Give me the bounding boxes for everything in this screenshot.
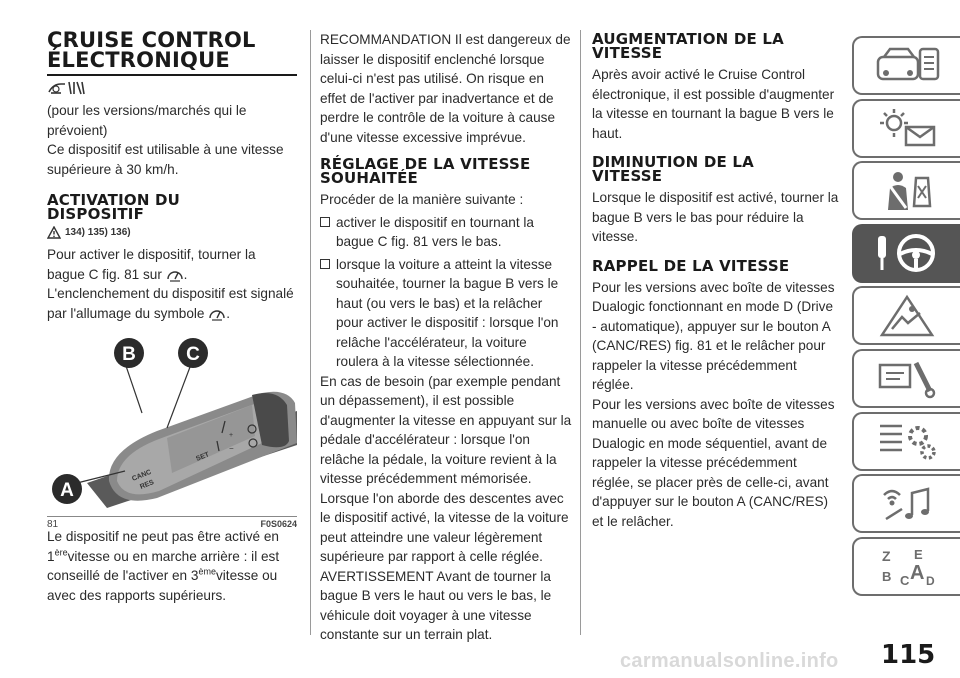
- rappel-dualogic-text: Pour les versions avec boîte de vitesses Dualogic fonctionnant en mode D (Drive - automatique), appuyer sur le bouton A (CANC/RES) fig. 81 et le relâcher pour rappeler la vitesse précédemment réglée.: [592, 279, 835, 392]
- cruise-control-symbol-icon: [208, 307, 226, 321]
- maintenance-tools-icon: [872, 355, 942, 401]
- tab-specifications[interactable]: [852, 412, 960, 471]
- column-2: [320, 30, 572, 645]
- tab-warning-lights[interactable]: [852, 99, 960, 158]
- cruise-control-symbol-icon: [166, 268, 184, 282]
- activation-indicator-text: L'enclenchement du dispositif est signalé par l'allumage du symbole .: [47, 286, 294, 321]
- chapter-tabs: [852, 36, 960, 599]
- specs-gears-icon: [872, 418, 942, 464]
- activation-instruction: Pour activer le dispositif, tourner la bague C fig. 81 sur .: [47, 247, 256, 282]
- road-emergency-icon: [872, 293, 942, 339]
- tab-multimedia[interactable]: [852, 474, 960, 533]
- svg-text:A: A: [910, 562, 925, 585]
- figure-caption: [47, 516, 297, 530]
- rappel-heading: RAPPEL DE LA VITESSE: [592, 256, 790, 275]
- rappel-manual-text: Pour les versions avec boîte de vitesses manuelle ou avec boîte de vitesses Dualogic en mode séquentiel, avant de rappeler la vitesse précédemment réglée, se placer près de celle-ci, avant d'appuyer sur le bouton A (CANC/RES) et le relâcher.: [592, 396, 835, 529]
- label-c: C: [186, 344, 200, 365]
- tab-maintenance[interactable]: [852, 349, 960, 408]
- reglage-heading: RÉGLAGE DE LA VITESSE SOUHAITÉE: [320, 155, 531, 187]
- label-b: B: [122, 344, 136, 365]
- svg-text:Z: Z: [882, 548, 891, 565]
- cruise-control-stalk-figure: [47, 333, 297, 530]
- figure-code: F0S0624: [260, 519, 297, 529]
- page-number: 115: [881, 640, 936, 670]
- stalk-label-res: RES: [139, 478, 156, 491]
- tab-index[interactable]: [852, 537, 960, 596]
- speed-requirement-text: Ce dispositif est utilisable à une vitesse supérieure à 30 km/h.: [47, 142, 284, 177]
- column-divider: [310, 30, 311, 635]
- augmentation-text: Après avoir activé le Cruise Control électronique, il est possible d'augmenter la vitesse en tournant la bague B vers le haut.: [592, 67, 835, 141]
- augmentation-heading: AUGMENTATION DE LA VITESSE: [592, 30, 784, 62]
- label-a: A: [60, 480, 74, 501]
- bullet-item: lorsque la voiture a atteint la vitesse souhaitée, tourner la bague B vers le haut (ou vers le bas) et la relâcher pour activer le dispositif : lorsque l'on relâche l'accélérateur, la voiture roulera à la vitesse sélectionnée.: [320, 255, 572, 372]
- svg-text:B: B: [882, 569, 892, 585]
- descent-text: Lorsque l'on aborde des descentes avec le dispositif activé, la vitesse de la voiture peut atteindre une valeur légèrement supérieure par rapport à celle réglée.: [320, 490, 569, 564]
- steering-wheel-key-icon: [872, 230, 942, 276]
- car-dashboard-icon: [872, 43, 942, 89]
- checkbox-bullet-icon: [320, 217, 330, 227]
- warning-text: AVERTISSEMENT Avant de tourner la bague B vers le haut ou vers le bas, le véhicule doit voyager à une vitesse constante sur un terrain plat.: [320, 568, 552, 642]
- tab-dashboard[interactable]: [852, 36, 960, 95]
- checkbox-bullet-icon: [320, 259, 330, 269]
- overtaking-text: En cas de besoin (par exemple pendant un dépassement), il est possible d'augmenter la vitesse en appuyant sur la pédale d'accélérateur : lorsque l'on relâche la pédale, la voiture revient à la vitesse précédemment mémorisée.: [320, 373, 572, 486]
- svg-text:C: C: [900, 573, 910, 589]
- column-1: [47, 30, 297, 605]
- figure-number: 81: [47, 519, 59, 530]
- stalk-label-set: SET: [195, 451, 211, 463]
- intro-text: (pour les versions/marchés qui le prévoient): [47, 103, 247, 138]
- warning-triangle-icon: [47, 226, 61, 239]
- diminution-text: Lorsque le dispositif est activé, tourner la bague B vers le bas pour réduire la vitesse.: [592, 190, 839, 244]
- seatbelt-airbag-icon: [872, 168, 942, 214]
- activation-heading: ACTIVATION DU DISPOSITIF: [47, 191, 181, 223]
- diminution-heading: DIMINUTION DE LA VITESSE: [592, 153, 754, 185]
- svg-text:−: −: [229, 444, 234, 453]
- gear-note: Le dispositif ne peut pas être activé en 1èrevitesse ou en marche arrière : il est conseillé de l'activer en 3èmevitesse ou avec des rapports supérieurs.: [47, 529, 280, 603]
- recommendation-text: RECOMMANDATION Il est dangereux de laisser le dispositif enclenché lorsque celui-ci n'est pas utilisé. On risque en effet de l'activer par inadvertance et de perdre le contrôle de la voiture à cause d'une vitesse excessive imprévue.: [320, 32, 571, 145]
- title-rule: [47, 74, 297, 76]
- stalk-label-canc: CANC: [131, 468, 153, 483]
- warning-lights-icon: [872, 105, 942, 151]
- watermark: carmanualsonline.info: [620, 650, 839, 672]
- tab-emergency[interactable]: [852, 286, 960, 345]
- stalk-illustration: [47, 333, 297, 509]
- svg-text:E: E: [914, 547, 923, 563]
- cruise-control-symbol-icon: [47, 80, 297, 101]
- page-title: CRUISE CONTROL ÉLECTRONIQUE: [47, 28, 256, 72]
- bullet-item: activer le dispositif en tournant la bague C fig. 81 vers le bas.: [320, 213, 572, 252]
- tab-safety[interactable]: [852, 161, 960, 220]
- svg-text:+: +: [229, 432, 234, 439]
- procedure-text: Procéder de la manière suivante :: [320, 192, 524, 207]
- warning-references: 134) 135) 136): [47, 226, 297, 239]
- column-divider: [580, 30, 581, 635]
- column-3: [592, 30, 840, 531]
- multimedia-icon: [872, 481, 942, 527]
- index-letters-icon: [872, 543, 942, 589]
- svg-text:D: D: [926, 574, 935, 589]
- tab-starting-driving[interactable]: [852, 224, 960, 283]
